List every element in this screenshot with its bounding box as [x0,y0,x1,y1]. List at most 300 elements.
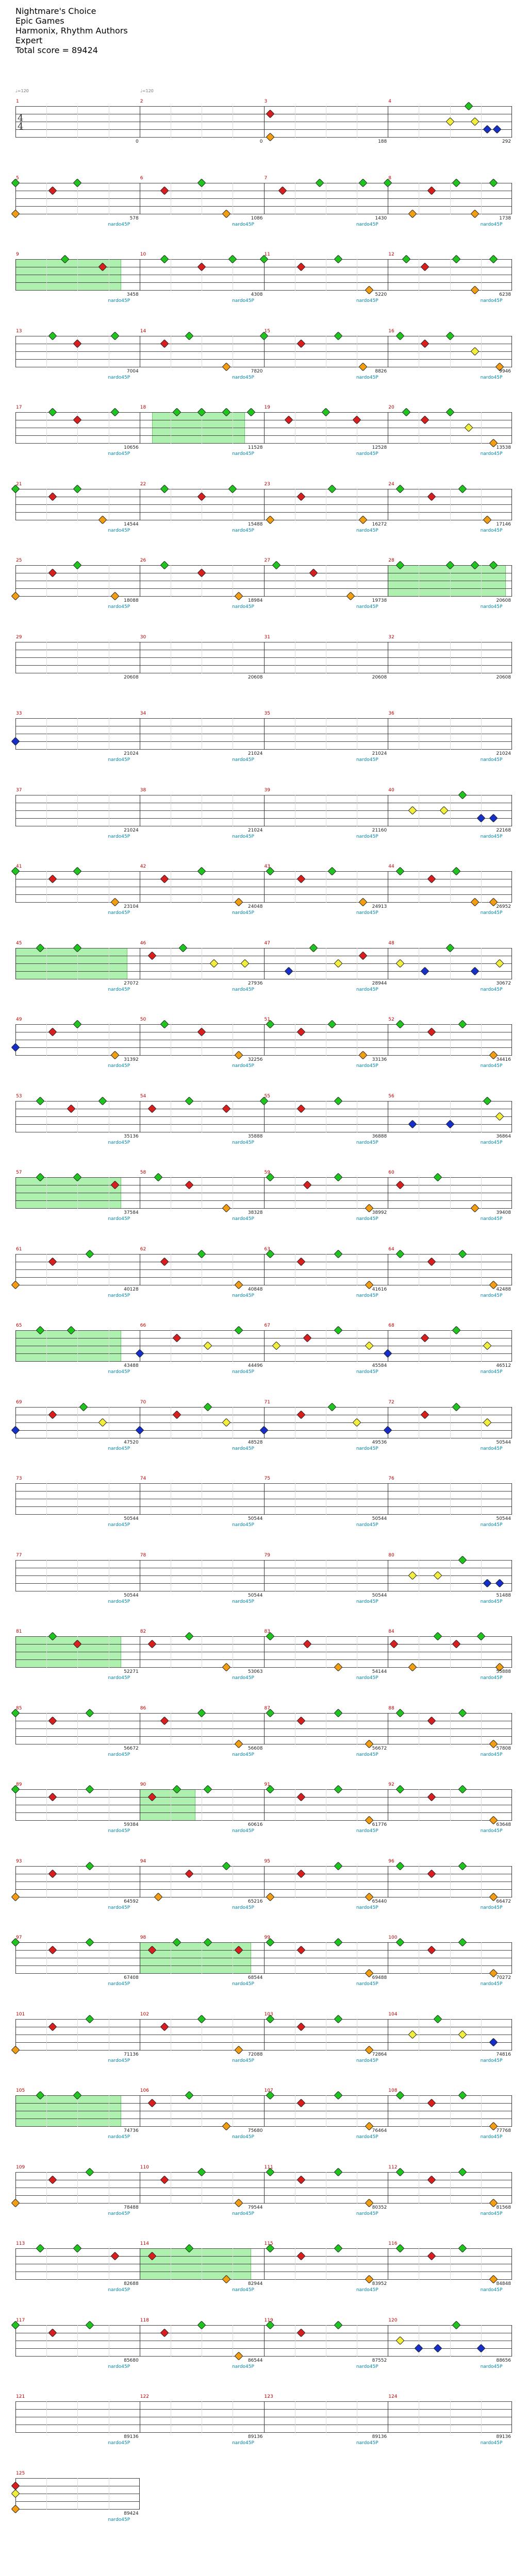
section-label: nardo45P [108,298,130,303]
measure-score: 80352 [372,2205,387,2210]
measure-score: 39408 [496,1210,511,1215]
bar-line [264,336,265,367]
measure-score: 48528 [248,1439,263,1445]
section-label: nardo45P [480,2287,503,2293]
beat-line [450,1177,451,1209]
measure-number: 39 [264,787,270,793]
section-label: nardo45P [108,1293,130,1298]
green-note [334,2014,342,2023]
section-label: nardo45P [232,1981,254,1987]
green-note [73,561,82,570]
red-note [296,339,305,348]
green-note [86,2014,94,2023]
measure-score: 6238 [499,292,511,297]
measure-number: 24 [388,481,394,487]
red-note [284,416,293,425]
bar-line [264,871,265,903]
measure-number: 29 [16,634,22,640]
chart-row [15,405,512,462]
green-note [433,1173,442,1182]
section-label: nardo45P [108,1216,130,1222]
bar-line [15,948,16,979]
chart-row [15,1782,512,1839]
section-label: nardo45P [356,1599,378,1604]
red-note [160,2175,169,2184]
measure-score: 56672 [372,1745,387,1751]
section-label: nardo45P [232,1293,254,1298]
measure-number: 113 [16,2241,25,2246]
measure-score: 1430 [375,215,387,221]
section-label: nardo45P [108,604,130,609]
measure-score: 57808 [496,1745,511,1751]
measure-score: 188 [378,139,387,144]
section-label: nardo45P [480,1369,503,1375]
measure-score: 40128 [124,1286,139,1292]
section-label: nardo45P [356,1828,378,1834]
green-note [327,1020,336,1029]
measure-score: 20608 [124,674,139,680]
section-label: nardo45P [232,2364,254,2369]
measure-score: 17146 [496,521,511,527]
measure-number: 106 [140,2088,149,2093]
measure-number: 112 [388,2164,398,2170]
orange-note [266,515,274,524]
staff [15,1407,512,1438]
blue-note [483,125,491,134]
yellow-note [396,2336,405,2345]
staff [15,2248,512,2279]
section-label: nardo45P [480,1675,503,1681]
beat-line [77,183,78,214]
measure-number: 37 [16,787,22,793]
measure-score: 38328 [248,1210,263,1215]
beat-line [77,2478,78,2510]
green-note [458,1020,467,1029]
green-note [334,255,342,264]
green-note [73,178,82,187]
yellow-note [439,806,448,815]
measure-number: 109 [16,2164,25,2170]
red-note [147,951,156,960]
chart-row [15,2165,512,2222]
beat-line [46,2172,47,2204]
measure-score: 35888 [248,1133,263,1139]
beat-line [450,2095,451,2127]
red-note [197,263,206,272]
orange-note [334,1663,342,1672]
green-note [154,1173,162,1182]
measure-score: 578 [129,215,139,221]
measure-number: 45 [16,940,22,946]
measure-score: 45584 [372,1363,387,1368]
section-label: nardo45P [480,604,503,609]
measure-number: 110 [140,2164,149,2170]
beat-line [77,2248,78,2280]
green-note [48,408,57,417]
bar-line [264,1177,265,1209]
measure-number: 6 [140,175,143,181]
blue-note [135,1349,144,1358]
green-note [315,178,324,187]
measure-score: 18984 [248,598,263,603]
beat-line [77,489,78,520]
beat-line [450,1254,451,1285]
bar-line [15,1177,16,1209]
measure-score: 27936 [248,980,263,986]
beat-line [481,1713,482,1744]
section-label: nardo45P [108,987,130,992]
bar-line [264,642,265,673]
blue-note [476,814,485,822]
measure-number: 89 [16,1782,22,1787]
measure-score: 89424 [124,2511,139,2516]
staff [15,336,512,367]
measure-score: 78488 [124,2205,139,2210]
section-label: nardo45P [480,910,503,916]
section-label: nardo45P [356,910,378,916]
measure-number: 34 [140,711,146,716]
chart-row [15,864,512,921]
measure-number: 118 [140,2317,149,2323]
orange-note [222,362,231,371]
beat-line [450,1789,451,1821]
yellow-note [470,347,479,355]
measure-number: 85 [16,1705,22,1711]
red-note [160,1716,169,1725]
red-note [427,1716,436,1725]
red-note [296,2252,305,2261]
bar-line [264,795,265,826]
section-label: nardo45P [108,834,130,839]
measure-number: 49 [16,1017,22,1022]
beat-line [481,1024,482,1056]
green-note [458,2091,467,2100]
orange-note [266,133,274,142]
section-label: nardo45P [356,1446,378,1451]
section-label: nardo45P [480,2058,503,2063]
measure-score: 21024 [248,751,263,756]
section-label: nardo45P [356,2058,378,2063]
bar-line [264,1024,265,1056]
section-label: nardo45P [232,987,254,992]
measure-number: 11 [264,252,270,257]
measure-number: 67 [264,1323,270,1328]
measure-number: 17 [16,405,22,410]
measure-score: 15488 [248,521,263,527]
blue-note [384,1426,392,1434]
red-note [110,2252,119,2261]
measure-score: 11528 [248,445,263,450]
bar-line [15,2401,16,2433]
beat-line [450,2401,451,2433]
measure-number: 124 [388,2394,398,2399]
bar-line [15,1789,16,1821]
measure-score: 74816 [496,2052,511,2057]
measure-number: 95 [264,1858,270,1864]
red-note [296,2328,305,2337]
section-label: nardo45P [356,987,378,992]
blue-note [446,1120,454,1128]
measure-number: 35 [264,711,270,716]
section-label: nardo45P [232,604,254,609]
measure-score: 49536 [372,1439,387,1445]
beat-line [77,948,78,979]
measure-number: 50 [140,1017,146,1022]
section-label: nardo45P [356,834,378,839]
orange-note [470,898,479,907]
yellow-note [222,1418,231,1427]
orange-note [408,209,417,218]
measure-number: 4 [388,99,391,104]
red-note [427,2252,436,2261]
bar-line [264,1866,265,1897]
bar-line [15,795,16,826]
song-title: Nightmare's Choice [15,6,96,16]
measure-number: 80 [388,1552,394,1558]
measure-number: 62 [140,1246,146,1252]
blue-note [384,1349,392,1358]
measure-number: 94 [140,1858,146,1864]
chart-row [15,1859,512,1916]
measure-number: 102 [140,2011,149,2017]
measure-number: 115 [264,2241,273,2246]
section-label: nardo45P [480,1905,503,1910]
section-label: nardo45P [356,1675,378,1681]
section-label: nardo45P [356,2441,378,2446]
section-label: nardo45P [232,1446,254,1451]
bar-line [15,1636,16,1668]
measure-number: 87 [264,1705,270,1711]
green-note [464,102,473,111]
chart-row [15,1017,512,1074]
measure-score: 38992 [372,1210,387,1215]
beat-line [481,1560,482,1591]
red-note [427,186,436,195]
section-label: nardo45P [480,2364,503,2369]
chart-row [15,788,512,844]
measure-number: 76 [388,1476,394,1481]
measure-number: 15 [264,328,270,334]
measure-number: 16 [388,328,394,334]
staff [15,1866,512,1897]
blue-note [284,967,293,975]
measure-score: 26952 [496,904,511,909]
staff [15,259,512,290]
measure-number: 28 [388,558,394,563]
measure-number: 121 [16,2394,25,2399]
green-note [452,255,460,264]
green-note [160,255,169,264]
green-note [86,2320,94,2329]
measure-number: 101 [16,2011,25,2017]
beat-line [450,1866,451,1897]
section-label: nardo45P [108,1599,130,1604]
orange-note [11,2198,20,2207]
red-note [303,1181,311,1190]
green-note [334,1173,342,1182]
chart-row [15,1935,512,1992]
bar-line [264,2095,265,2127]
green-note [86,2167,94,2176]
green-note [197,2167,206,2176]
red-note [303,1640,311,1649]
yellow-note [458,2030,467,2039]
section-label: nardo45P [108,1140,130,1145]
measure-score: 84848 [496,2281,511,2286]
bar-line [264,1101,265,1132]
beat-line [77,1407,78,1438]
beat-line [77,1866,78,1897]
staff [15,183,512,214]
green-note [98,1096,107,1105]
section-label: nardo45P [232,1752,254,1757]
section-label: nardo45P [108,1522,130,1528]
section-label: nardo45P [356,2287,378,2293]
measure-number: 93 [16,1858,22,1864]
beat-line [77,1177,78,1209]
section-label: nardo45P [108,757,130,762]
section-label: nardo45P [232,1216,254,1222]
measure-score: 3458 [126,292,139,297]
measure-score: 12528 [372,445,387,450]
green-note [396,1785,405,1794]
beat-line [481,183,482,214]
green-note [36,1096,45,1105]
section-label: nardo45P [480,1063,503,1069]
staff [15,1636,512,1667]
section-label: nardo45P [232,757,254,762]
red-note [172,1334,181,1343]
measure-score: 21024 [124,751,139,756]
measure-score: 69488 [372,1975,387,1980]
green-note [334,2167,342,2176]
beat-line [481,336,482,367]
measure-score: 21024 [248,827,263,833]
measure-score: 56672 [124,1745,139,1751]
staff [15,795,512,826]
green-note [446,408,454,417]
beat-line [46,412,47,444]
red-note [48,875,57,884]
section-label: nardo45P [480,2134,503,2140]
green-note [402,408,411,417]
orange-note [408,1663,417,1672]
yellow-note [433,1571,442,1580]
beat-line [77,1254,78,1285]
beat-line [481,642,482,673]
tempo-marker: ♩=120 [140,89,154,93]
yellow-note [464,423,473,432]
measure-number: 82 [140,1629,146,1634]
red-note [353,416,361,425]
chart-row [15,558,512,615]
measure-score: 87552 [372,2358,387,2363]
section-label: nardo45P [108,2211,130,2216]
green-note [197,1249,206,1258]
measure-number: 10 [140,252,146,257]
chart-row [15,1247,512,1303]
section-label: nardo45P [108,1828,130,1834]
measure-number: 84 [388,1629,394,1634]
measure-score: 20608 [372,674,387,680]
green-note [204,1402,212,1411]
green-note [396,1249,405,1258]
measure-number: 25 [16,558,22,563]
measure-score: 61776 [372,1822,387,1827]
orange-note [11,1892,20,1901]
green-note [458,1555,467,1564]
beat-line [481,489,482,520]
measure-score: 70272 [496,1975,511,1980]
bar-line [264,1483,265,1515]
blue-note [493,125,502,134]
measure-number: 65 [16,1323,22,1328]
green-note [458,1708,467,1717]
measure-score: 292 [502,139,511,144]
measure-number: 60 [388,1170,394,1175]
blue-note [135,1426,144,1434]
beat-line [46,642,47,673]
measure-score: 50544 [124,1516,139,1521]
measure-number: 42 [140,864,146,869]
beat-line [77,2325,78,2357]
staff [15,2478,140,2509]
measure-number: 103 [264,2011,273,2017]
section-label: nardo45P [232,1905,254,1910]
beat-line [481,2248,482,2280]
measure-number: 88 [388,1705,394,1711]
chart-row [15,329,512,385]
tempo-marker: ♩=120 [15,89,29,93]
section-label: nardo45P [108,2364,130,2369]
measure-number: 96 [388,1858,394,1864]
red-note [296,1869,305,1878]
staff [15,2325,512,2356]
measure-number: 69 [16,1399,22,1405]
staff [15,1483,512,1514]
measure-score: 16272 [372,521,387,527]
bar-line [264,2172,265,2204]
bar-line [264,2248,265,2280]
yellow-note [483,1342,491,1350]
measure-score: 35136 [124,1133,139,1139]
red-note [427,1869,436,1878]
measure-score: 20608 [496,598,511,603]
red-note [48,492,57,501]
measure-score: 36864 [496,1133,511,1139]
blue-note [476,2344,485,2352]
staff [15,2019,512,2050]
beat-line [77,1330,78,1362]
beat-line [77,2172,78,2204]
bar-line [15,1560,16,1591]
measure-score: 53063 [248,1669,263,1674]
section-label: nardo45P [108,1905,130,1910]
yellow-note [210,959,219,968]
beat-line [46,1407,47,1438]
measure-number: 119 [264,2317,273,2323]
beat-line [481,106,482,138]
section-label: nardo45P [232,298,254,303]
green-note [458,1249,467,1258]
green-note [86,1249,94,1258]
measure-score: 50544 [248,1516,263,1521]
green-note [327,1402,336,1411]
measure-score: 27072 [124,980,139,986]
bar-line [264,2325,265,2357]
beat-line [481,948,482,979]
beat-line [46,565,47,597]
